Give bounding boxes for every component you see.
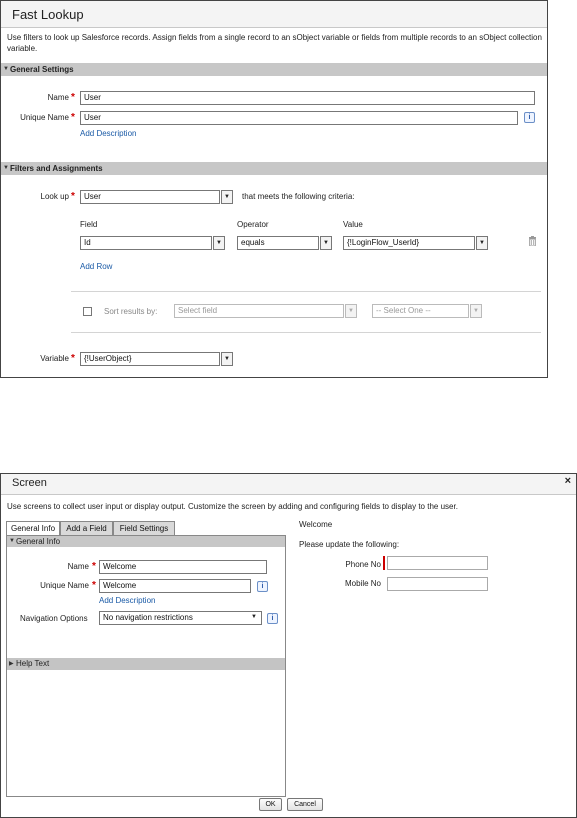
add-row-link[interactable]: Add Row xyxy=(80,262,113,271)
required-asterisk-icon: * xyxy=(71,191,75,202)
help-text-header[interactable] xyxy=(7,658,285,670)
sort-results-checkbox[interactable] xyxy=(83,307,92,316)
collapse-triangle-icon: ▼ xyxy=(3,165,9,171)
chevron-down-icon[interactable]: ▼ xyxy=(221,352,233,366)
name-input[interactable]: User xyxy=(80,91,535,105)
info-icon[interactable]: i xyxy=(524,112,535,123)
filter-operator-select[interactable]: equals xyxy=(237,236,319,250)
lookup-object-select[interactable]: User xyxy=(80,190,220,204)
fast-lookup-titlebar xyxy=(1,1,547,28)
info-icon[interactable]: i xyxy=(267,613,278,624)
screen-name-input[interactable]: Welcome xyxy=(99,560,267,574)
filter-value-input[interactable]: {!LoginFlow_UserId} xyxy=(343,236,475,250)
required-asterisk-icon: * xyxy=(92,580,96,591)
screen-dialog xyxy=(0,473,577,818)
fast-lookup-panel xyxy=(0,0,548,378)
sort-field-select[interactable]: Select field xyxy=(174,304,344,318)
close-icon[interactable]: × xyxy=(564,475,571,487)
collapse-triangle-icon: ▼ xyxy=(9,538,15,544)
chevron-down-icon[interactable]: ▼ xyxy=(476,236,488,250)
help-text-title: Help Text xyxy=(16,659,50,668)
required-asterisk-icon: * xyxy=(92,561,96,572)
navigation-options-label: Navigation Options xyxy=(20,614,88,623)
preview-title: Welcome xyxy=(299,520,333,529)
filters-assignments-header[interactable] xyxy=(1,162,547,175)
mobile-no-input[interactable] xyxy=(387,577,488,591)
sort-order-select[interactable]: -- Select One -- xyxy=(372,304,469,318)
divider xyxy=(71,332,541,333)
expand-triangle-icon: ▶ xyxy=(9,661,14,667)
fast-lookup-description: Use filters to look up Salesforce records. Assign fields from a single record to an sObject variable or fields from multiple records to an sObject collection variable. xyxy=(7,33,542,53)
general-info-header[interactable] xyxy=(7,536,285,547)
collapse-triangle-icon: ▼ xyxy=(3,66,9,72)
chevron-down-icon[interactable]: ▼ xyxy=(345,304,357,318)
screen-titlebar xyxy=(1,474,576,495)
value-column-header: Value xyxy=(343,220,363,229)
filter-field-select[interactable]: Id xyxy=(80,236,212,250)
phone-no-input[interactable] xyxy=(387,556,488,570)
chevron-down-icon[interactable]: ▼ xyxy=(221,190,233,204)
general-settings-title: General Settings xyxy=(10,65,74,74)
field-column-header: Field xyxy=(80,220,98,229)
screen-unique-name-input[interactable]: Welcome xyxy=(99,579,251,593)
general-info-title: General Info xyxy=(16,537,61,546)
ok-button[interactable]: OK xyxy=(259,798,282,811)
required-asterisk-icon: * xyxy=(71,353,75,364)
navigation-options-select[interactable]: No navigation restrictions xyxy=(99,611,262,625)
tab-general-info[interactable]: General Info xyxy=(6,521,60,535)
chevron-down-icon[interactable]: ▼ xyxy=(320,236,332,250)
screen-title: Screen xyxy=(12,477,47,489)
required-asterisk-icon: * xyxy=(71,92,75,103)
name-label: Name xyxy=(67,562,89,571)
unique-name-label: Unique Name xyxy=(40,581,89,590)
lookup-label: Look up xyxy=(40,192,69,201)
mobile-no-label: Mobile No xyxy=(344,579,381,588)
add-description-link[interactable]: Add Description xyxy=(99,596,156,605)
unique-name-label: Unique Name xyxy=(20,113,69,122)
screen-settings-pane xyxy=(6,535,286,797)
phone-no-label: Phone No xyxy=(345,560,381,569)
chevron-down-icon[interactable]: ▼ xyxy=(213,236,225,250)
unique-name-input[interactable]: User xyxy=(80,111,518,125)
screen-description: Use screens to collect user input or display output. Customize the screen by adding and configuring fields to display to the user. xyxy=(7,502,458,511)
tab-add-a-field[interactable]: Add a Field xyxy=(60,521,113,535)
preview-instructions: Please update the following: xyxy=(299,540,400,549)
chevron-down-icon[interactable]: ▼ xyxy=(470,304,482,318)
sort-results-label: Sort results by: xyxy=(104,307,158,316)
add-description-link[interactable]: Add Description xyxy=(80,129,137,138)
required-asterisk-icon: * xyxy=(71,112,75,123)
required-marker xyxy=(383,556,385,570)
name-label: Name xyxy=(47,93,69,102)
variable-select[interactable]: {!UserObject} xyxy=(80,352,220,366)
info-icon[interactable]: i xyxy=(257,581,268,592)
cancel-button[interactable]: Cancel xyxy=(287,798,323,811)
criteria-text: that meets the following criteria: xyxy=(242,192,355,201)
fast-lookup-title: Fast Lookup xyxy=(12,7,84,22)
filters-assignments-title: Filters and Assignments xyxy=(10,164,103,173)
chevron-down-icon[interactable]: ▼ xyxy=(251,614,257,620)
tab-field-settings[interactable]: Field Settings xyxy=(113,521,175,535)
trash-icon[interactable] xyxy=(528,236,537,246)
divider xyxy=(71,291,541,292)
variable-label: Variable xyxy=(40,354,69,363)
general-settings-header[interactable] xyxy=(1,63,547,76)
operator-column-header: Operator xyxy=(237,220,269,229)
